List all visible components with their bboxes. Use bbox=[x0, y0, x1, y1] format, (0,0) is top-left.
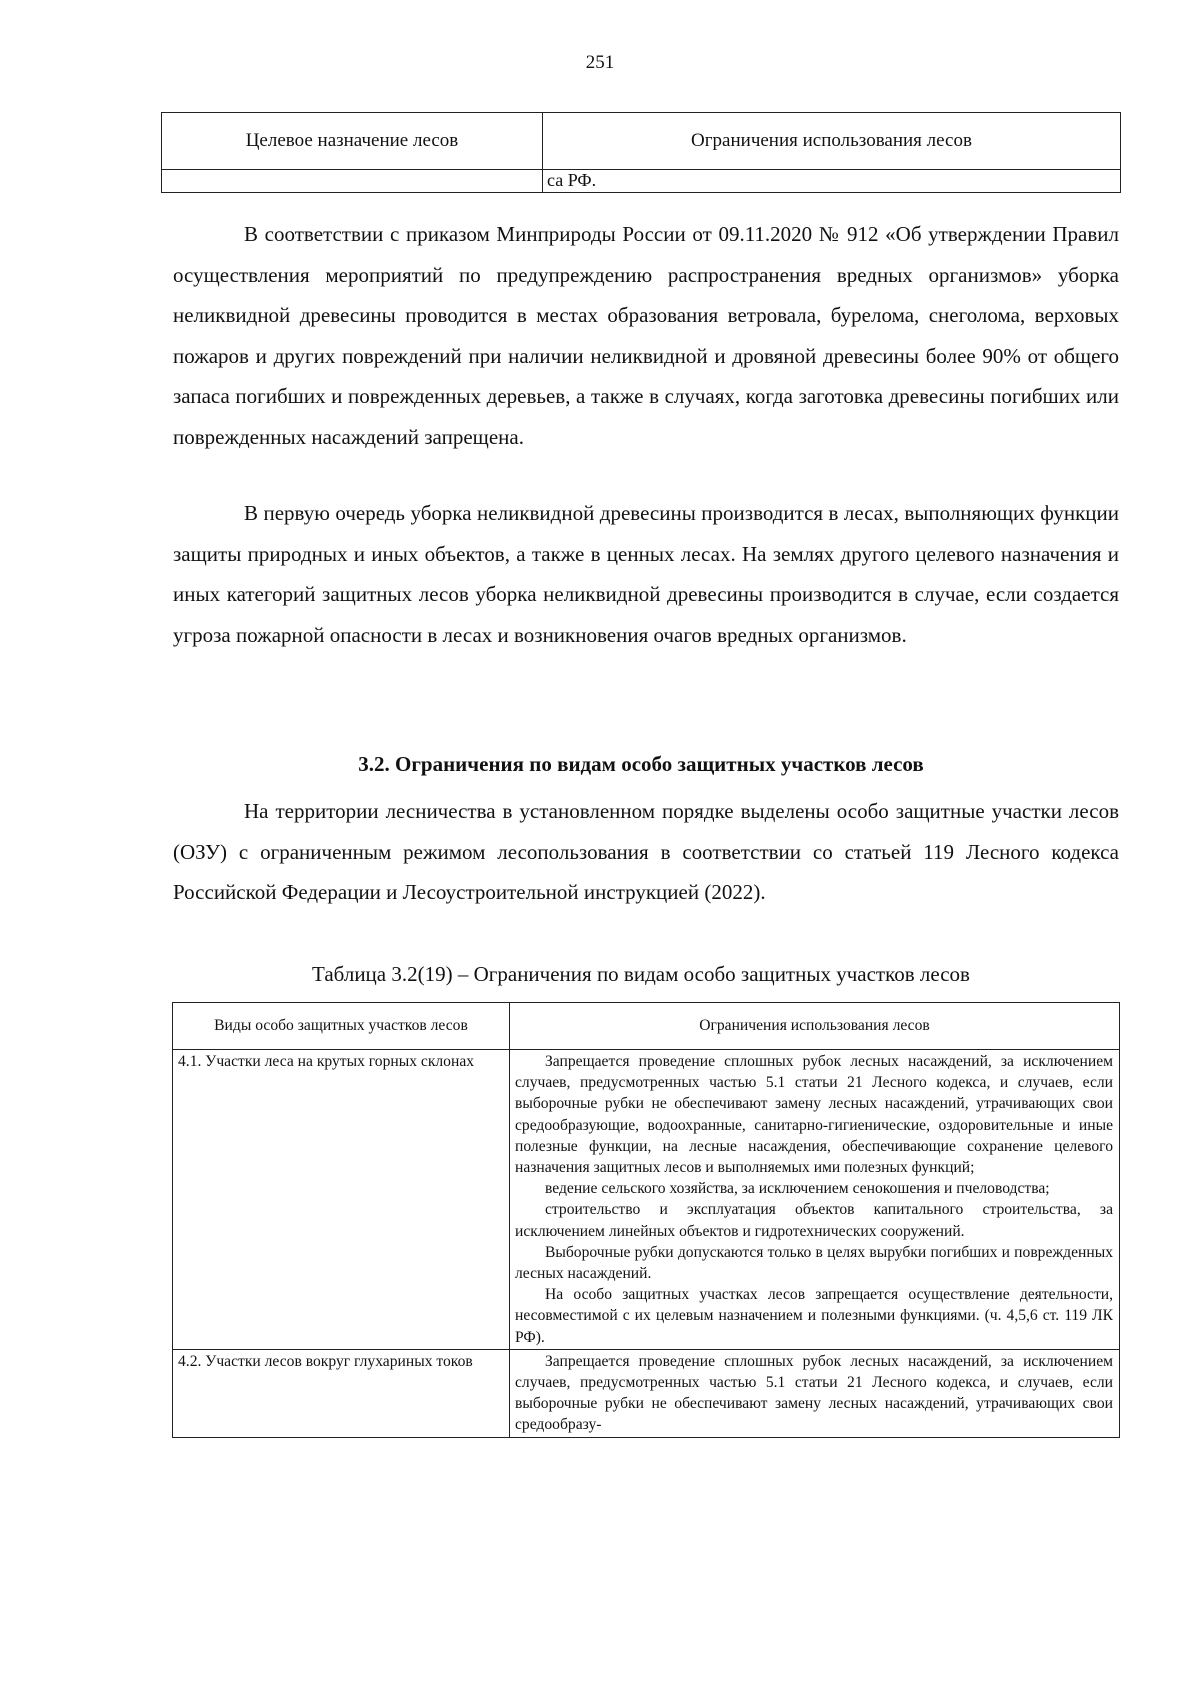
page-number: 251 bbox=[585, 52, 615, 73]
restriction-text: ведение сельского хозяйства, за исключением сенокошения и пчеловодства; bbox=[545, 1180, 1050, 1198]
restriction-text: Запрещается проведение сплошных рубок лесных насаждений, за исключением случаев, предусмотренных частью 5.1 статьи 21 Лесного кодекса, и случаев, если выборочные рубки не обеспечивают замену лесных насаждений, утрачивающих свои средообразу- bbox=[515, 1352, 1113, 1434]
table-cell-restrictions bbox=[510, 1050, 1120, 1350]
table-row bbox=[173, 1349, 1120, 1437]
table-caption: Таблица 3.2(19) – Ограничения по видам особо защитных участков лесов bbox=[312, 962, 970, 986]
table-header-row bbox=[173, 1003, 1120, 1050]
table-row bbox=[173, 1050, 1120, 1350]
restriction-text: На особо защитных участках лесов запрещается осуществление деятельности, несовместимой с их целевым назначением и полезными функциями. (ч. 4,5,6 ст. 119 ЛК РФ). bbox=[515, 1286, 1113, 1346]
table-cell-kind bbox=[173, 1050, 510, 1350]
section-paragraph: На территории лесничества в установленном порядке выделены особо защитные участки лесов (ОЗУ) с ограниченным режимом лесопользования в соответствии со статьей 119 Лесного кодекса Российской Федерации и Лесоустроительной инструкцией (2022). bbox=[173, 799, 1119, 904]
table-cell: са РФ. bbox=[543, 170, 1121, 193]
table-cell-kind bbox=[173, 1349, 510, 1437]
restriction-text: строительство и эксплуатация объектов капитального строительства, за исключением линейных объектов и гидротехнических сооружений. bbox=[515, 1201, 1113, 1240]
restriction-text: Выборочные рубки допускаются только в целях вырубки погибших и поврежденных лесных насаждений. bbox=[515, 1243, 1113, 1283]
table-cell bbox=[162, 170, 543, 193]
restrictions-table bbox=[172, 1002, 1120, 1438]
table-row bbox=[162, 170, 1121, 193]
section-heading: 3.2. Ограничения по видам особо защитных участков лесов bbox=[358, 752, 924, 776]
table-header-row bbox=[162, 113, 1121, 170]
continuation-table bbox=[161, 112, 1121, 193]
column-header-restrictions: Ограничения использования лесов bbox=[510, 1003, 1120, 1050]
kind-text: 4.1. Участки леса на крутых горных склонах bbox=[178, 1053, 475, 1070]
column-header-protective-area-kinds: Виды особо защитных участков лесов bbox=[173, 1003, 510, 1050]
column-header-forest-purpose: Целевое назначение лесов bbox=[162, 113, 543, 170]
table-cell-restrictions bbox=[510, 1349, 1120, 1437]
body-paragraph: В соответствии с приказом Минприроды России от 09.11.2020 № 912 «Об утверждении Правил осуществления мероприятий по предупреждению распространения вредных организмов» уборка неликвидной древесины проводится в местах образования ветровала, бурелома, снеголома, верховых пожаров и других повреждений при наличии неликвидной и дровяной древесины более 90% от общего запаса погибших и поврежденных деревьев, а также в случаях, когда заготовка древесины погибших или поврежденных насаждений запрещена. bbox=[173, 222, 1119, 449]
restriction-text: Запрещается проведение сплошных рубок лесных насаждений, за исключением случаев, предусмотренных частью 5.1 статьи 21 Лесного кодекса, и случаев, если выборочные рубки не обеспечивают замену лесных насаждений, утрачивающих свои средообразующие, водоохранные, санитарно-гигиенические, оздоровительные и иные полезные функции, на лесные насаждения, обеспечивающие сохранение целевого назначения защитных лесов и выполняемых ими полезных функций; bbox=[515, 1053, 1113, 1177]
body-paragraph: В первую очередь уборка неликвидной древесины производится в лесах, выполняющих функции защиты природных и иных объектов, а также в ценных лесах. На землях другого целевого назначения и иных категорий защитных лесов уборка неликвидной древесины производится в случае, если создается угроза пожарной опасности в лесах и возникновения очагов вредных организмов. bbox=[173, 501, 1119, 647]
kind-text: 4.2. Участки лесов вокруг глухариных токов bbox=[178, 1352, 473, 1370]
column-header-restrictions: Ограничения использования лесов bbox=[543, 113, 1121, 170]
